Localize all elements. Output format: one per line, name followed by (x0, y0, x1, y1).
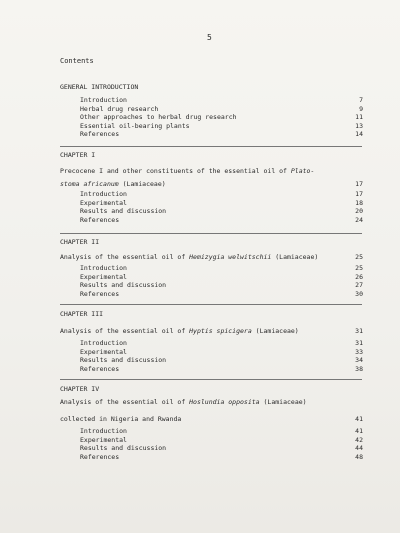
family-name: (Lamiaceae) (271, 253, 319, 261)
chapter-description-text: Analysis of the essential oil of (60, 398, 190, 406)
toc-entry-label: Herbal drug research (80, 104, 159, 113)
toc-entry-page: 27 (355, 281, 363, 289)
toc-entry-page: 38 (355, 364, 363, 373)
toc-entry-page: 17 (355, 190, 363, 198)
toc-entry-page: 26 (355, 272, 363, 281)
toc-entry-page: 44 (355, 444, 363, 452)
species-name: Hemizygia welwitschii (189, 253, 272, 261)
section-divider (60, 233, 362, 234)
chapter-title: CHAPTER III (60, 310, 104, 318)
toc-entry-label: Results and discussion (80, 356, 167, 364)
section-divider (60, 379, 362, 380)
toc-entry-page: 48 (355, 452, 363, 461)
toc-entry-page: 13 (355, 121, 363, 130)
toc-entry-label: Experimental (80, 272, 127, 281)
section-divider (60, 146, 362, 147)
toc-entry-label: Essential oil-bearing plants (80, 121, 190, 130)
chapter-title: CHAPTER I (60, 151, 96, 159)
toc-entry-label: Introduction (80, 264, 127, 272)
chapter-description-text: Analysis of the essential oil of (60, 327, 190, 335)
species-name: Plato- (290, 167, 315, 175)
species-name: stoma africanum (60, 180, 119, 188)
toc-entry-label: Results and discussion (80, 281, 167, 289)
toc-entry-page: 25 (355, 253, 363, 261)
toc-entry-label: References (80, 215, 120, 224)
toc-entry-label: Experimental (80, 435, 127, 444)
family-name: (Lamiaceae) (251, 327, 299, 335)
chapter-description-text: collected in Nigeria and Rwanda (60, 415, 182, 423)
toc-entry-label: References (80, 452, 120, 461)
toc-entry-label: References (80, 364, 120, 373)
toc-entry-page: 41 (355, 415, 363, 423)
toc-entry-page: 31 (355, 339, 363, 347)
toc-entry-page: 7 (359, 96, 363, 104)
chapter-title: CHAPTER II (60, 238, 100, 246)
toc-entry-page: 42 (355, 435, 363, 444)
contents-heading: Contents (60, 57, 94, 65)
page-number: 5 (207, 33, 212, 42)
species-name: Hyptis spicigera (189, 327, 252, 335)
toc-entry-label: References (80, 289, 120, 298)
toc-entry-page: 33 (355, 347, 363, 356)
toc-entry-page: 14 (355, 130, 363, 138)
toc-entry-label: Introduction (80, 190, 127, 198)
chapter-title: CHAPTER IV (60, 385, 100, 393)
toc-entry-label: Introduction (80, 427, 127, 435)
toc-entry-page: 17 (355, 180, 363, 188)
toc-entry-label: Introduction (80, 339, 127, 347)
toc-entry-label: Results and discussion (80, 207, 167, 215)
toc-entry-page: 34 (355, 356, 363, 364)
toc-entry-label: References (80, 130, 120, 138)
toc-entry-page: 30 (355, 289, 363, 298)
toc-entry-label: Introduction (80, 96, 127, 104)
species-name: Hoslundia opposita (189, 398, 260, 406)
toc-entry-page: 41 (355, 427, 363, 435)
family-name: (Lamiaceae) (118, 180, 166, 188)
toc-entry-page: 18 (355, 198, 363, 207)
toc-entry-page: 24 (355, 215, 363, 224)
family-name: (Lamiaceae) (259, 398, 307, 406)
toc-entry-page: 20 (355, 207, 363, 215)
toc-entry-label: Other approaches to herbal drug research (80, 113, 237, 121)
toc-entry-page: 9 (359, 104, 363, 113)
chapter-description-text: Precocene I and other constituents of the essential oil of (60, 167, 291, 175)
toc-entry-page: 31 (355, 327, 363, 335)
toc-entry-label: Experimental (80, 347, 127, 356)
toc-entry-page: 11 (355, 113, 363, 121)
toc-entry-label: Results and discussion (80, 444, 167, 452)
toc-entry-label: Experimental (80, 198, 127, 207)
toc-entry-page: 25 (355, 264, 363, 272)
section-title: GENERAL INTRODUCTION (60, 83, 139, 91)
chapter-description-text: Analysis of the essential oil of (60, 253, 190, 261)
section-divider (60, 304, 362, 305)
